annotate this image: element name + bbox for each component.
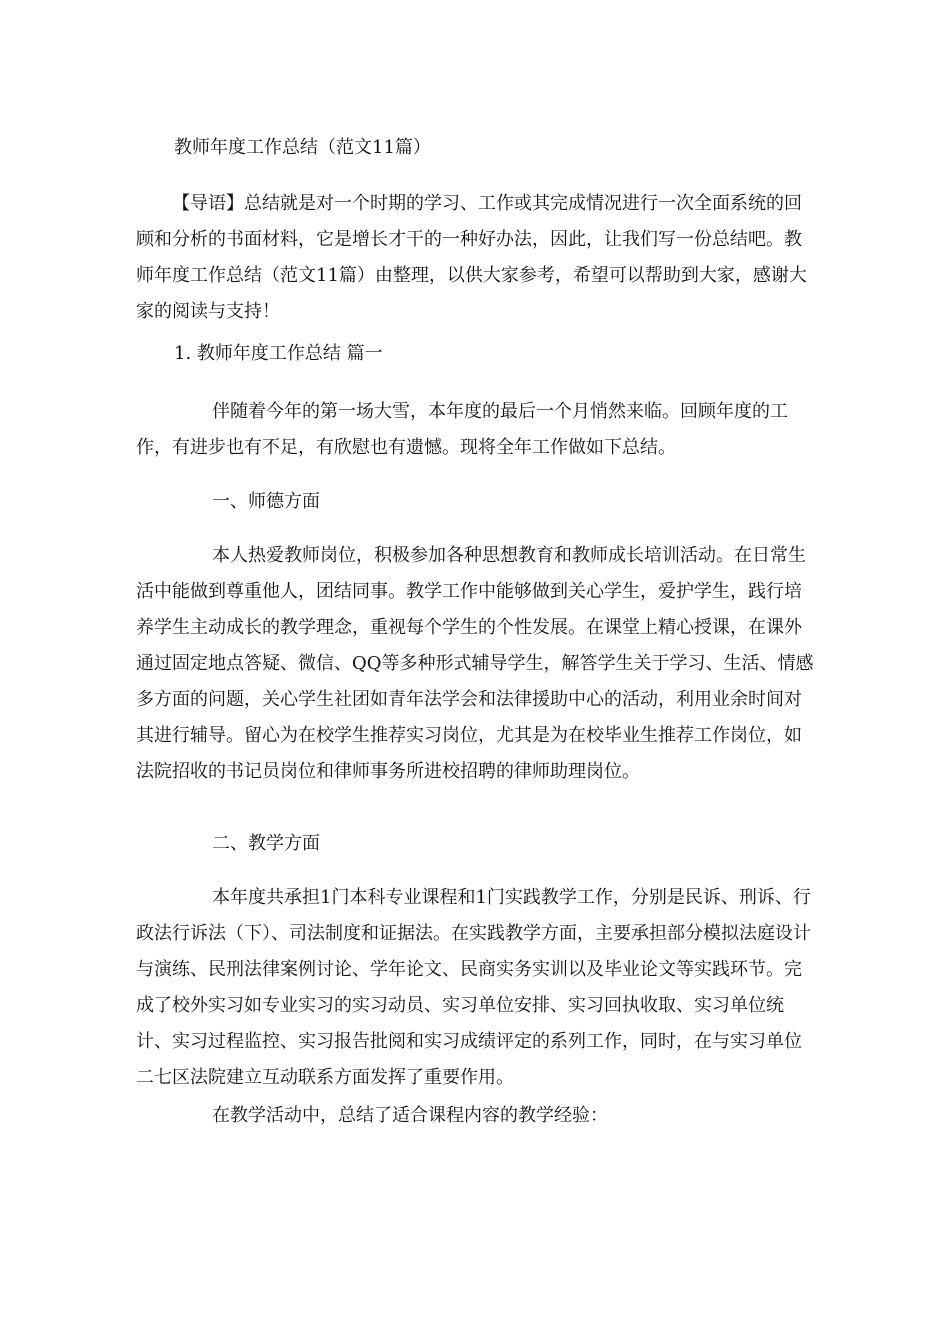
body-paragraph: 伴随着今年的第一场大雪，本年度的最后一个月悄然来临。回顾年度的工作，有进步也有不足，有欣慰也有遗憾。现将全年工作做如下总结。 bbox=[136, 401, 788, 458]
section-heading-1: 1. 教师年度工作总结 篇一 bbox=[174, 343, 383, 364]
subsection-heading-ethics: 一、师德方面 bbox=[212, 491, 320, 512]
document-title: 教师年度工作总结（范文11篇） bbox=[174, 137, 431, 158]
body-paragraph: 本年度共承担1门本科专业课程和1门实践教学工作，分别是民诉、刑诉、行政法行诉法（下）、司法制度和证据法。在实践教学方面，主要承担部分模拟法庭设计与演练、民刑法律案例讨论、学年论文、民商实务实训以及毕业论文等实践环节。完成了校外实习如专业实习的实习动员、实习单位安排、实习回执收取、实习单位统计、实习过程监控、实习报告批阅和实习成绩评定的系列工作，同时，在与实习单位二七区法院建立互动联系方面发挥了重要作用。 bbox=[136, 887, 811, 1088]
body-paragraph: 本人热爱教师岗位，积极参加各种思想教育和教师成长培训活动。在日常生活中能做到尊重他人，团结同事。教学工作中能够做到关心学生，爱护学生，践行培养学生主动成长的教学理念，重视每个学生的个性发展。在课堂上精心授课，在课外通过固定地点答疑、微信、QQ等多种形式辅导学生，解答学生关于学习、生活、情感多方面的问题，关心学生社团如青年法学会和法律援助中心的活动，利用业余时间对其进行辅导。留心为在校学生推荐实习岗位，尤其是为在校毕业生推荐工作岗位，如法院招收的书记员岗位和律师事务所进校招聘的律师助理岗位。 bbox=[136, 545, 814, 782]
body-paragraph: 在教学活动中，总结了适合课程内容的教学经验： bbox=[212, 1105, 608, 1126]
intro-paragraph: 【导语】总结就是对一个时期的学习、工作或其完成情况进行一次全面系统的回顾和分析的书面材料，它是增长才干的一种好办法，因此，让我们写一份总结吧。教师年度工作总结（范文11篇）由整理，以供大家参考，希望可以帮助到大家，感谢大家的阅读与支持！ bbox=[136, 193, 807, 322]
subsection-heading-teaching: 二、教学方面 bbox=[212, 833, 320, 854]
